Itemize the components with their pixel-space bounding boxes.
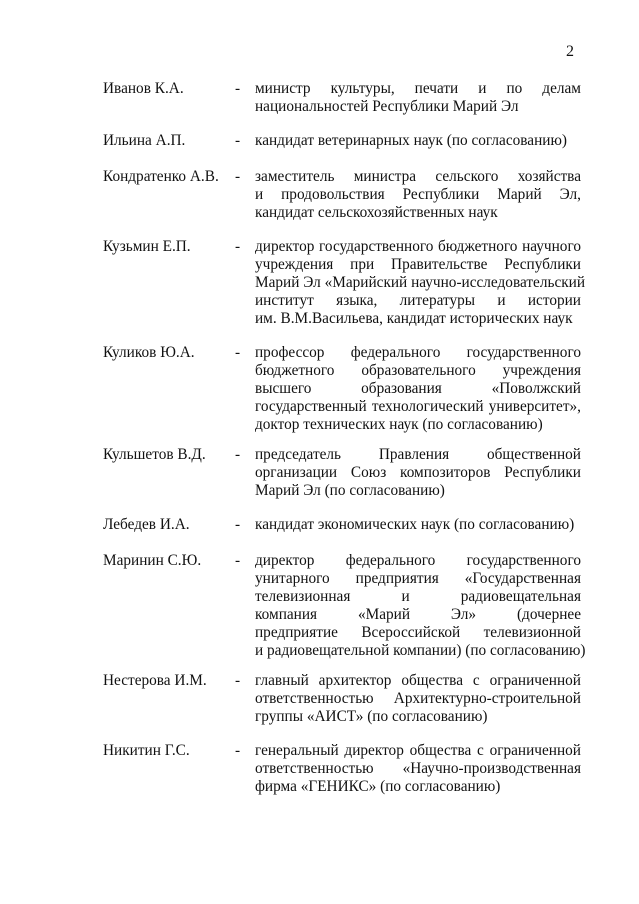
position-line: кандидат экономических наук (по согласованию) bbox=[255, 516, 575, 533]
position-line: ответственностью Архитектурно-строительной bbox=[255, 690, 581, 707]
position-line: компания «Марий Эл» (дочернее bbox=[255, 606, 581, 623]
position-line: профессор федерального государственного bbox=[255, 344, 581, 361]
dash-separator: - bbox=[235, 238, 241, 255]
member-position bbox=[255, 238, 586, 328]
member-position bbox=[255, 516, 581, 534]
member-name: Никитин Г.С. bbox=[103, 742, 190, 759]
member-position bbox=[255, 446, 581, 500]
position-line: кандидат сельскохозяйственных наук bbox=[255, 204, 498, 221]
member-position bbox=[255, 132, 581, 150]
position-line: министр культуры, печати и по делам bbox=[255, 80, 581, 97]
position-line: национальностей Республики Марий Эл bbox=[255, 98, 519, 115]
position-line: директор государственного бюджетного научного bbox=[255, 238, 581, 255]
member-position bbox=[255, 742, 581, 796]
dash-separator: - bbox=[235, 344, 241, 361]
member-name: Кульшетов В.Д. bbox=[103, 446, 206, 463]
position-line: телевизионная и радиовещательная bbox=[255, 588, 581, 605]
dash-separator: - bbox=[235, 516, 241, 533]
position-line: кандидат ветеринарных наук (по согласованию) bbox=[255, 132, 567, 149]
position-line: организации Союз композиторов Республики bbox=[255, 464, 581, 481]
position-line: председатель Правления общественной bbox=[255, 446, 581, 463]
position-line: предприятие Всероссийской телевизионной bbox=[255, 624, 581, 641]
dash-separator: - bbox=[235, 742, 241, 759]
dash-separator: - bbox=[235, 446, 241, 463]
position-line: унитарного предприятия «Государственная bbox=[255, 570, 581, 587]
member-position bbox=[255, 344, 581, 434]
position-line: Марий Эл (по согласованию) bbox=[255, 482, 445, 499]
member-name: Нестерова И.М. bbox=[103, 672, 207, 689]
position-line: высшего образования «Поволжский bbox=[255, 380, 581, 397]
dash-separator: - bbox=[235, 672, 241, 689]
position-line: генеральный директор общества с ограниченной bbox=[255, 742, 581, 759]
position-line: заместитель министра сельского хозяйства bbox=[255, 168, 581, 185]
member-name: Маринин С.Ю. bbox=[103, 552, 202, 569]
member-name: Кузьмин Е.П. bbox=[103, 238, 191, 255]
dash-separator: - bbox=[235, 552, 241, 569]
member-position bbox=[255, 80, 581, 116]
member-position bbox=[255, 552, 586, 660]
position-line: ответственностью «Научно-производственная bbox=[255, 760, 581, 777]
dash-separator: - bbox=[235, 168, 241, 185]
member-name: Иванов К.А. bbox=[103, 80, 184, 97]
position-line: и продовольствия Республики Марий Эл, bbox=[255, 186, 581, 203]
position-line: директор федерального государственного bbox=[255, 552, 581, 569]
member-name: Кондратенко А.В. bbox=[103, 168, 219, 185]
page-number: 2 bbox=[566, 43, 574, 60]
position-line: Марий Эл «Марийский научно-исследовательский bbox=[255, 274, 586, 291]
member-name: Лебедев И.А. bbox=[103, 516, 190, 533]
position-line: фирма «ГЕНИКС» (по согласованию) bbox=[255, 778, 501, 795]
position-line: и радиовещательной компании) (по согласованию) bbox=[255, 642, 586, 659]
position-line: государственный технологический университет», bbox=[255, 398, 581, 415]
position-line: главный архитектор общества с ограниченной bbox=[255, 672, 581, 689]
dash-separator: - bbox=[235, 132, 241, 149]
member-name: Куликов Ю.А. bbox=[103, 344, 195, 361]
position-line: бюджетного образовательного учреждения bbox=[255, 362, 581, 379]
position-line: им. В.М.Васильева, кандидат исторических наук bbox=[255, 310, 573, 327]
position-line: институт языка, литературы и истории bbox=[255, 292, 581, 309]
position-line: учреждения при Правительстве Республики bbox=[255, 256, 581, 273]
member-position bbox=[255, 672, 581, 726]
dash-separator: - bbox=[235, 80, 241, 97]
position-line: группы «АИСТ» (по согласованию) bbox=[255, 708, 488, 725]
member-position bbox=[255, 168, 581, 222]
position-line: доктор технических наук (по согласованию) bbox=[255, 416, 543, 433]
member-name: Ильина А.П. bbox=[103, 132, 186, 149]
